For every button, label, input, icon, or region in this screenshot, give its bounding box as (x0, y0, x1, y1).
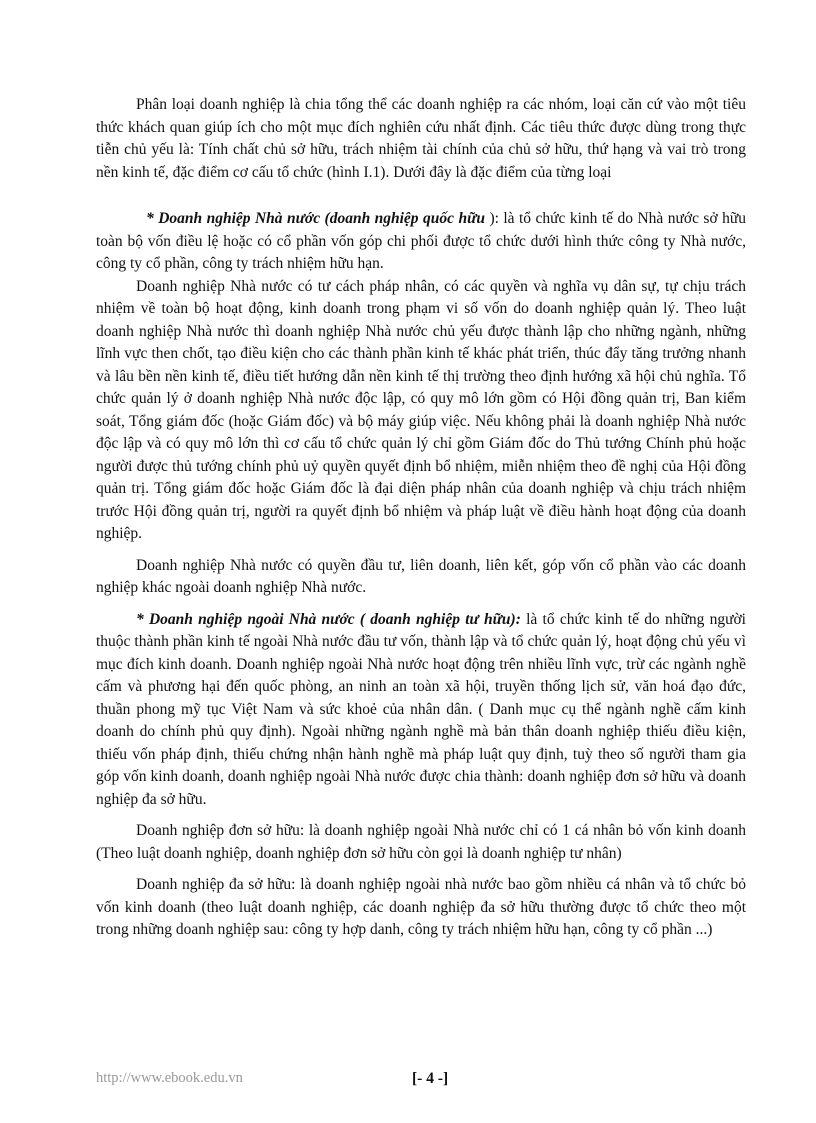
page-number: [- 4 -] (412, 1070, 449, 1087)
state-enterprise-rights-paragraph: Doanh nghiệp Nhà nước có quyền đầu tư, liên doanh, liên kết, góp vốn cổ phần vào các doanh nghiệp khác ngoài doanh nghiệp Nhà nước. (96, 556, 746, 596)
state-enterprise-details-paragraph: Doanh nghiệp Nhà nước có tư cách pháp nhân, có các quyền và nghĩa vụ dân sự, tự chịu trách nhiệm về toàn bộ hoạt động, kinh doanh trong phạm vi số vốn do doanh nghiệp quản lý. Theo luật doanh nghiệp Nhà nước thì doanh nghiệp Nhà nước chủ yếu được thành lập cho những ngành, những lĩnh vực then chốt, tạo điều kiện cho các thành phần kinh tế khác phát triển, thúc đẩy tăng trưởng nhanh và lâu bền nền kinh tế, điều tiết hướng dẫn nền kinh tế thị trường theo định hướng xã hội chủ nghĩa. Tổ chức quản lý ở doanh nghiệp Nhà nước độc lập, có quy mô lớn gồm có Hội đồng quản trị, Ban kiểm soát, Tổng giám đốc (hoặc Giám đốc) và bộ máy giúp việc. Nếu không phải là doanh nghiệp Nhà nước độc lập và có quy mô lớn thì cơ cấu tổ chức quản lý chỉ gồm Giám đốc do Thủ tướng Chính phủ hoặc người được thủ tướng chính phủ uỷ quyền quyết định bổ nhiệm, miễn nhiệm theo đề nghị của Hội đồng quản trị. Tổng giám đốc hoặc Giám đốc là đại diện pháp nhân của doanh nghiệp và chịu trách nhiệm trước Hội đồng quản trị, người ra quyết định bổ nhiệm và pháp luật về điều hành hoạt động của doanh nghiệp. (96, 277, 746, 542)
state-enterprise-paragraph (96, 208, 746, 276)
private-enterprise-heading: * Doanh nghiệp ngoài Nhà nước ( doanh nghiệp tư hữu): (136, 610, 521, 628)
footer-url-link[interactable]: http://www.ebook.edu.vn (96, 1070, 243, 1086)
intro-paragraph: Phân loại doanh nghiệp là chia tổng thể các doanh nghiệp ra các nhóm, loại căn cứ vào một tiêu thức khách quan giúp ích cho một mục đích nghiên cứu nhất định. Các tiêu thức được dùng trong thực tiễn chủ yếu là: Tính chất chủ sở hữu, trách nhiệm tài chính của chủ sở hữu, thứ hạng và vai trò trong nền kinh tế, đặc điểm cơ cấu tổ chức (hình I.1). Dưới đây là đặc điểm của từng loại (96, 96, 746, 181)
state-enterprise-heading: * Doanh nghiệp Nhà nước (doanh nghiệp quốc hữu (146, 210, 485, 227)
state-enterprise-definition: ): là tổ chức kinh tế do Nhà nước sở hữu toàn bộ vốn điều lệ hoặc có cổ phần vốn góp chi phối được tổ chức dưới hình thức công ty Nhà nước, công ty cổ phần, công ty trách nhiệm hữu hạn. (96, 210, 746, 272)
sole-ownership-paragraph: Doanh nghiệp đơn sở hữu: là doanh nghiệp ngoài Nhà nước chỉ có 1 cá nhân bỏ vốn kinh doanh (Theo luật doanh nghiệp, doanh nghiệp đơn sở hữu còn gọi là doanh nghiệp tư nhân) (96, 822, 746, 862)
multi-ownership-paragraph: Doanh nghiệp đa sở hữu: là doanh nghiệp ngoài nhà nước bao gồm nhiều cá nhân và tổ chức bỏ vốn kinh doanh (theo luật doanh nghiệp, các doanh nghiệp đa sở hữu thường được tổ chức theo một trong những doanh nghiệp sau: công ty hợp danh, công ty trách nhiệm hữu hạn, công ty cổ phần ...) (96, 876, 746, 938)
private-enterprise-paragraph (96, 609, 746, 812)
private-enterprise-definition: là tổ chức kinh tế do những người thuộc thành phần kinh tế ngoài Nhà nước đầu tư vốn, thành lập và tổ chức quản lý, hoạt động chủ yếu vì mục đích kinh doanh. Doanh nghiệp ngoài Nhà nước hoạt động trên nhiều lĩnh vực, trừ các ngành nghề cấm và phương hại đến quốc phòng, an ninh an toàn xã hội, truyền thống lịch sử, văn hoá đạo đức, thuần phong mỹ tục Việt Nam và sức khoẻ của nhân dân. ( Danh mục cụ thể ngành nghề cấm kinh doanh do chính phủ quy định). Ngoài những ngành nghề mà bản thân doanh nghiệp thiếu điều kiện, thiếu vốn pháp định, thiếu chứng nhận hành nghề mà pháp luật quy định, tuỳ theo số người tham gia góp vốn kinh doanh, doanh nghiệp ngoài Nhà nước được chia thành: doanh nghiệp đơn sở hữu và doanh nghiệp đa sở hữu. (96, 610, 746, 808)
document-body (96, 94, 746, 942)
